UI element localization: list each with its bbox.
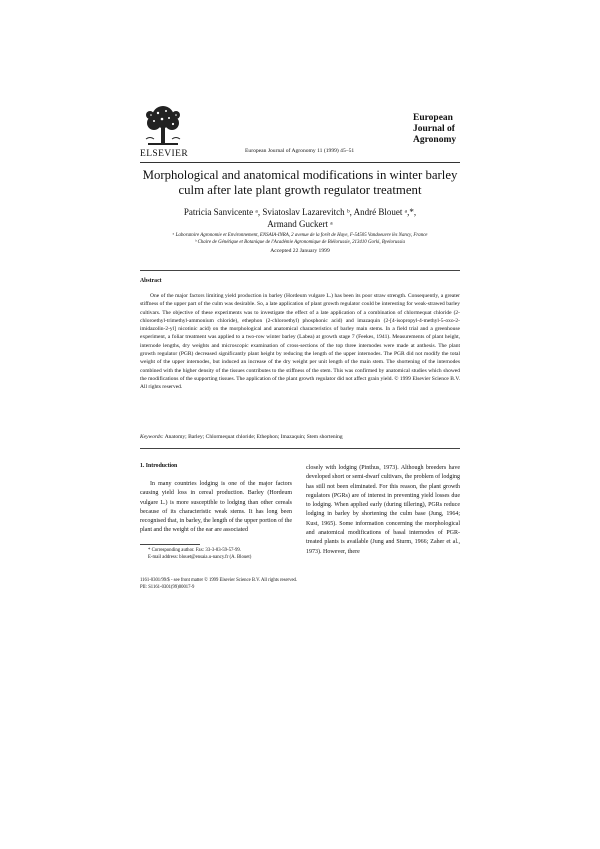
author-list — [140, 206, 460, 230]
publisher-name: ELSEVIER — [140, 149, 189, 159]
affiliations — [140, 232, 460, 246]
abstract-top-divider — [140, 270, 460, 271]
affiliation-a: ᵃ Laboratoire Agronomie et Environnement, ENSAIA-INRA, 2 avenue de la forêt de Haye, F-54505 Vandoeuvre lès Nancy, France — [172, 233, 428, 238]
accepted-date: Accepted 22 January 1999 — [270, 248, 330, 254]
abstract-bottom-divider — [140, 448, 460, 449]
section-heading-introduction: 1. Introduction — [140, 463, 178, 469]
introduction-paragraph-left: In many countries lodging is one of the major factors causing yield loss in cereal production. Barley (Hordeum vulgare L.) is more susceptible to lodging than other cereals because of its characteristic weak stems. It has long been recognised that, in barley, the length of the upper portion of the plant and the weight of the ear are associated — [140, 481, 292, 534]
authors-line-2: Armand Guckert ᵃ — [267, 219, 333, 229]
keywords-text: Anatomy; Barley; Chlormequat chloride; Ethephon; Imazaquin; Stem shortening — [163, 434, 343, 440]
footnote — [140, 547, 292, 561]
journal-logo-line-1: European — [413, 113, 453, 123]
abstract-body — [140, 292, 460, 392]
title-line-1: Morphological and anatomical modifications in winter barley — [142, 168, 458, 182]
corresponding-author-note: * Corresponding author. Fax: 33-3-83-59-57-99. — [148, 548, 241, 553]
email-note: E-mail address: blouet@ensaia.u-nancy.fr (A. Blouet) — [148, 555, 252, 560]
introduction-paragraph-right: closely with lodging (Pinthus, 1973). Although breeders have developed short or semi-dwarf cultivars, the problem of lodging has still not been eliminated. For this reason, the plant growth regulators (PGRs) are of interest in preventing yield losses due to lodging. When applied early (during tillering), PGRs reduce lodging in barley by shortening the culm base (Jung, 1964; Kust, 1965). Some information concerning the morphological and anatomical modifications of basal internodes of PGR-treated plants is available (Jung and Sturm, 1966; Zaher et al., 1973). However, there — [306, 465, 460, 555]
footnote-divider — [140, 544, 200, 545]
keywords-label: Keywords: — [140, 434, 164, 440]
journal-logo-line-3: Agronomy — [413, 135, 457, 145]
copyright-block — [140, 577, 460, 591]
keywords — [140, 434, 460, 440]
issn-line: 1161-0301/99/$ - see front matter © 1999 Elsevier Science B.V. All rights reserved. — [140, 578, 298, 583]
introduction-right-column — [306, 464, 460, 557]
article-title — [140, 168, 460, 198]
header-divider — [140, 162, 460, 163]
affiliation-b: ᵇ Chaire de Génétique et Botanique de l'Académie Agronomique de Biélorussie, 213410 Gorki, Byelorussia — [195, 240, 405, 245]
introduction-left-column — [140, 480, 292, 536]
pii-line: PII: S1161-0301(99)00017-9 — [140, 585, 195, 590]
abstract-heading: Abstract — [140, 278, 162, 284]
elsevier-tree-logo — [142, 103, 184, 153]
journal-logo-line-2: Journal of — [413, 124, 455, 134]
title-line-2: culm after late plant growth regulator treatment — [178, 183, 422, 197]
journal-reference: European Journal of Agronomy 11 (1999) 45–51 — [245, 148, 355, 154]
authors-line-1: Patricia Sanvicente ᵃ, Sviatoslav Lazarevitch ᵇ, André Blouet ᵃ,*, — [183, 207, 417, 217]
journal-logo — [413, 113, 456, 146]
abstract-text: One of the major factors limiting yield production in barley (Hordeum vulgare L.) has been its poor straw strength. Consequently, a greater stiffness of the upper part of the culm was desirable. So, a late application of plant growth regulator could be interesting for weak-strawed barley cultivars. The objective of these experiments was to investigate the effect of a late application of a combination of chlormequat chloride (2-chloroethyl-trimethyl-ammonium chloride), ethephon (2-chloroethyl) phosphonic acid) and imazaquin (2-[4-isopropyl-4-methyl-5-oxo-2-imidazolin-2-yl] nicotinic acid) on the morphological and anatomical characteristics of barley main stems. In a field trial and a greenhouse experiment, a foliar treatment was applied to a two-row winter barley (Labea) at growth stage 7 (Feekes, 1941). Measurements of plant height, internode lengths, dry weights and microscopic examination of cross-sections of the top three internodes were made at anthesis. The plant growth regulator (PGR) decreased significantly plant height by reducing the length of the upper internodes. The PGR did not modify the total weight of the upper internodes, but induced an increase of the dry weight per unit length of the main stem. The shortening of the internodes combined with the higher density of the tissues contributes to the stiffness of the stem. This was confirmed by anatomical studies which showed the modifications of the supporting tissues. The application of the plant growth regulator did not affect grain yield. © 1999 Elsevier Science B.V. All rights reserved. — [140, 293, 460, 391]
